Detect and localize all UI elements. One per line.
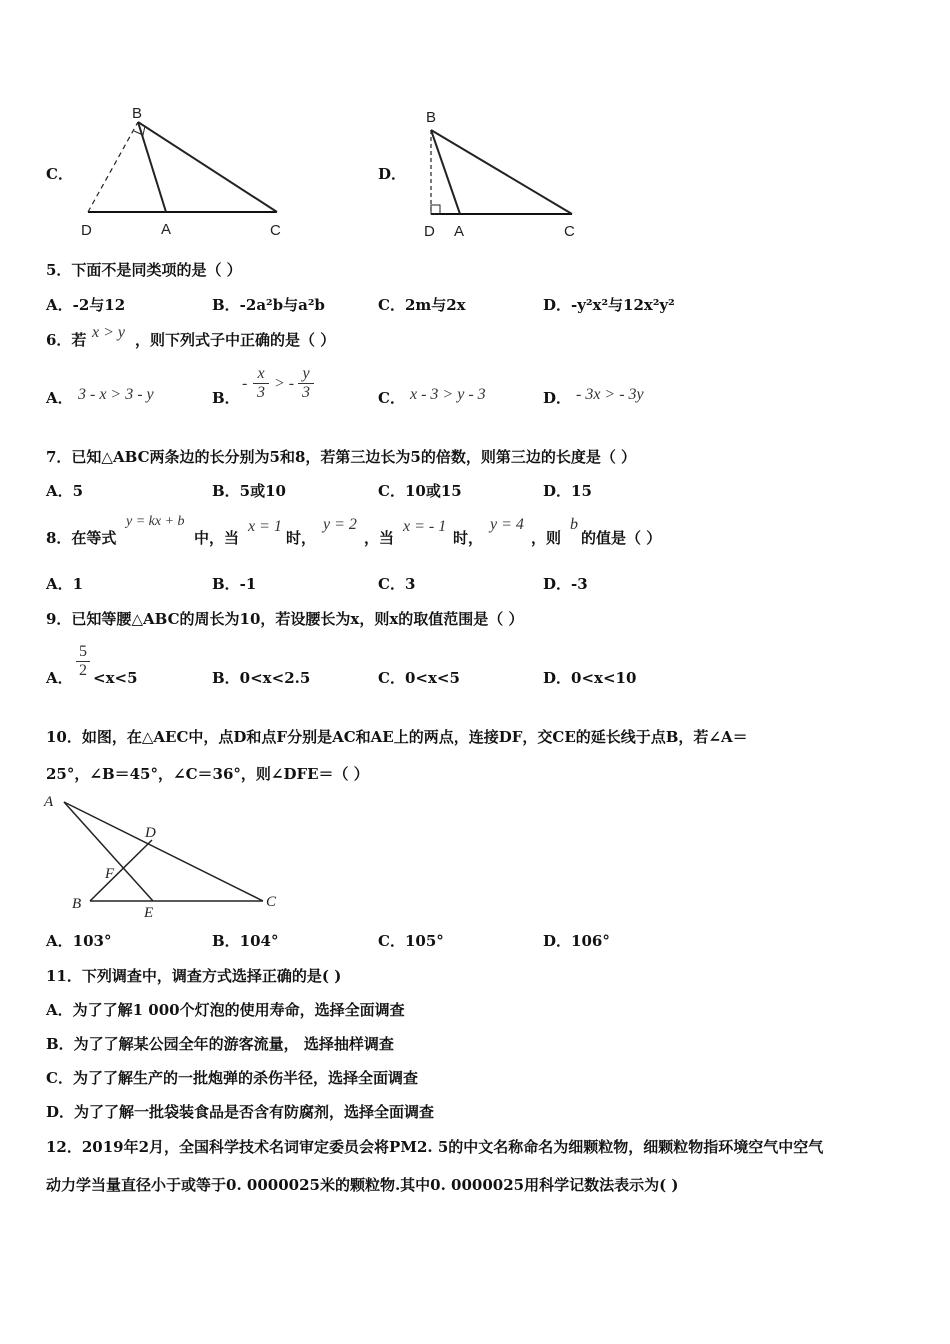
q6-option-c-expr: x - 3 > y - 3	[410, 386, 486, 403]
q8-stem-3: 时，	[286, 529, 317, 547]
q5-option-b: B．-2a²b与a²b	[212, 296, 325, 314]
q8-stem-6: ，则	[531, 529, 562, 547]
q8-equation: y = kx + b	[126, 514, 185, 529]
q6-b-den1: 3	[257, 384, 265, 401]
q12-stem-line2: 动力学当量直径小于或等于0. 0000025米的颗粒物.其中0. 0000025用科学记数法表示为( )	[46, 1176, 679, 1194]
point-d-label: D	[81, 222, 92, 239]
point-a-label: A	[44, 794, 54, 810]
point-c-label: C	[266, 894, 277, 910]
segment-bc	[431, 130, 572, 214]
figure-option-d	[420, 100, 590, 245]
point-b-label: B	[132, 105, 143, 122]
option-d-label: D．	[378, 165, 407, 183]
q5-option-a: A．-2与12	[46, 296, 126, 314]
q6-condition: x > y	[92, 324, 125, 341]
q6-option-a-expr: 3 - x > 3 - y	[78, 386, 154, 403]
q11-option-b: B．为了了解某公园全年的游客流量， 选择抽样调查	[46, 1035, 394, 1053]
segment-bd	[90, 840, 152, 901]
q8-option-d: D．-3	[543, 575, 588, 593]
q11-option-a: A．为了了解1 000个灯泡的使用寿命，选择全面调查	[46, 1001, 405, 1019]
q10-option-d: D．106°	[543, 932, 610, 950]
q6-b-den2: 3	[302, 384, 310, 401]
q8-y2: y = 4	[490, 516, 524, 533]
point-d-label: D	[145, 825, 156, 841]
point-c-label: C	[564, 223, 575, 240]
option-c-label: C．	[46, 165, 73, 183]
q8-y1: y = 2	[323, 516, 357, 533]
q7-option-c: C．10或15	[378, 482, 462, 500]
segment-ac	[64, 802, 263, 901]
q6-b-fraction-2	[298, 365, 314, 402]
q9-option-a-rest: <x<5	[93, 669, 138, 687]
q11-option-c: C．为了了解生产的一批炮弹的杀伤半径，选择全面调查	[46, 1069, 418, 1087]
q6-b-num2: y	[302, 365, 310, 382]
point-a-label: A	[454, 223, 465, 240]
q7-option-d: D．15	[543, 482, 592, 500]
q10-option-c: C．105°	[378, 932, 444, 950]
q12-stem-line1: 12．2019年2月，全国科学技术名词审定委员会将PM2. 5的中文名称命名为细颗粒物，细颗粒物指环境空气中空气	[46, 1138, 824, 1156]
point-b-label: B	[72, 896, 82, 912]
q8-option-c: C．3	[378, 575, 416, 593]
q7-option-b: B．5或10	[212, 482, 286, 500]
q10-stem-line1: 10．如图，在△AEC中，点D和点F分别是AC和AE上的两点，连接DF，交CE的延长线于点B，若∠A＝	[46, 728, 748, 746]
q6-option-d-expr: - 3x > - 3y	[576, 386, 644, 403]
q10-option-a: A．103°	[46, 932, 112, 950]
q6-option-a-label: A．	[46, 389, 73, 407]
segment-bc	[138, 122, 277, 212]
point-b-label: B	[426, 109, 437, 126]
point-a-label: A	[161, 221, 172, 238]
q9-option-a-label: A．	[46, 669, 73, 687]
point-e-label: E	[144, 905, 154, 921]
q11-option-d: D．为了了解一批袋装食品是否含有防腐剂，选择全面调查	[46, 1103, 435, 1121]
q5-stem: 5．下面不是同类项的是（ ）	[46, 261, 242, 279]
q9-stem: 9．已知等腰△ABC的周长为10，若设腰长为x，则x的取值范围是（ ）	[46, 610, 524, 628]
q6-option-b-label: B．	[212, 389, 240, 407]
q8-x1: x = 1	[248, 518, 282, 535]
q8-x2: x = - 1	[403, 518, 447, 535]
q5-option-d: D．-y²x²与12x²y²	[543, 296, 675, 314]
q6-b-gt: > -	[274, 375, 295, 392]
q10-option-b: B．104°	[212, 932, 279, 950]
q9-a-den: 2	[79, 662, 87, 679]
q11-stem: 11．下列调查中，调查方式选择正确的是( )	[46, 967, 342, 985]
q8-stem-4: ，当	[364, 529, 395, 547]
q9-a-fraction	[76, 643, 90, 680]
q7-option-a: A．5	[46, 482, 84, 500]
right-angle-mark	[431, 205, 440, 214]
q6-option-d-label: D．	[543, 389, 572, 407]
q8-stem-2: 中，当	[194, 529, 240, 547]
q6-b-neg: -	[242, 375, 248, 392]
q8-option-b: B．-1	[212, 575, 257, 593]
q9-option-d: D．0<x<10	[543, 669, 637, 687]
q8-option-a: A．1	[46, 575, 84, 593]
figure-q10	[40, 790, 290, 925]
q7-stem: 7．已知△ABC两条边的长分别为5和8，若第三边长为5的倍数，则第三边的长度是（ ）	[46, 448, 637, 466]
q6-stem-post: ，则下列式子中正确的是（ ）	[135, 331, 336, 349]
q9-option-c: C．0<x<5	[378, 669, 460, 687]
q10-stem-line2: 25°，∠B＝45°，∠C＝36°，则∠DFE＝（ ）	[46, 765, 369, 783]
q6-b-num1: x	[257, 365, 265, 382]
point-c-label: C	[270, 222, 281, 239]
q8-stem-1: 8．在等式	[46, 529, 117, 547]
segment-ba	[431, 130, 460, 214]
q9-a-num: 5	[79, 643, 87, 660]
q8-b: b	[570, 516, 578, 533]
dashed-segment-bd	[88, 122, 138, 212]
segment-ba	[138, 122, 166, 212]
figure-option-c	[80, 100, 300, 245]
q6-b-fraction-1	[253, 365, 269, 402]
q9-option-b: B．0<x<2.5	[212, 669, 311, 687]
point-f-label: F	[105, 866, 115, 882]
q5-option-c: C．2m与2x	[378, 296, 466, 314]
q6-stem-pre: 6．若	[46, 331, 87, 349]
q8-stem-5: 时，	[453, 529, 484, 547]
q8-stem-7: 的值是（ ）	[581, 529, 662, 547]
point-d-label: D	[424, 223, 435, 240]
q6-option-c-label: C．	[378, 389, 405, 407]
